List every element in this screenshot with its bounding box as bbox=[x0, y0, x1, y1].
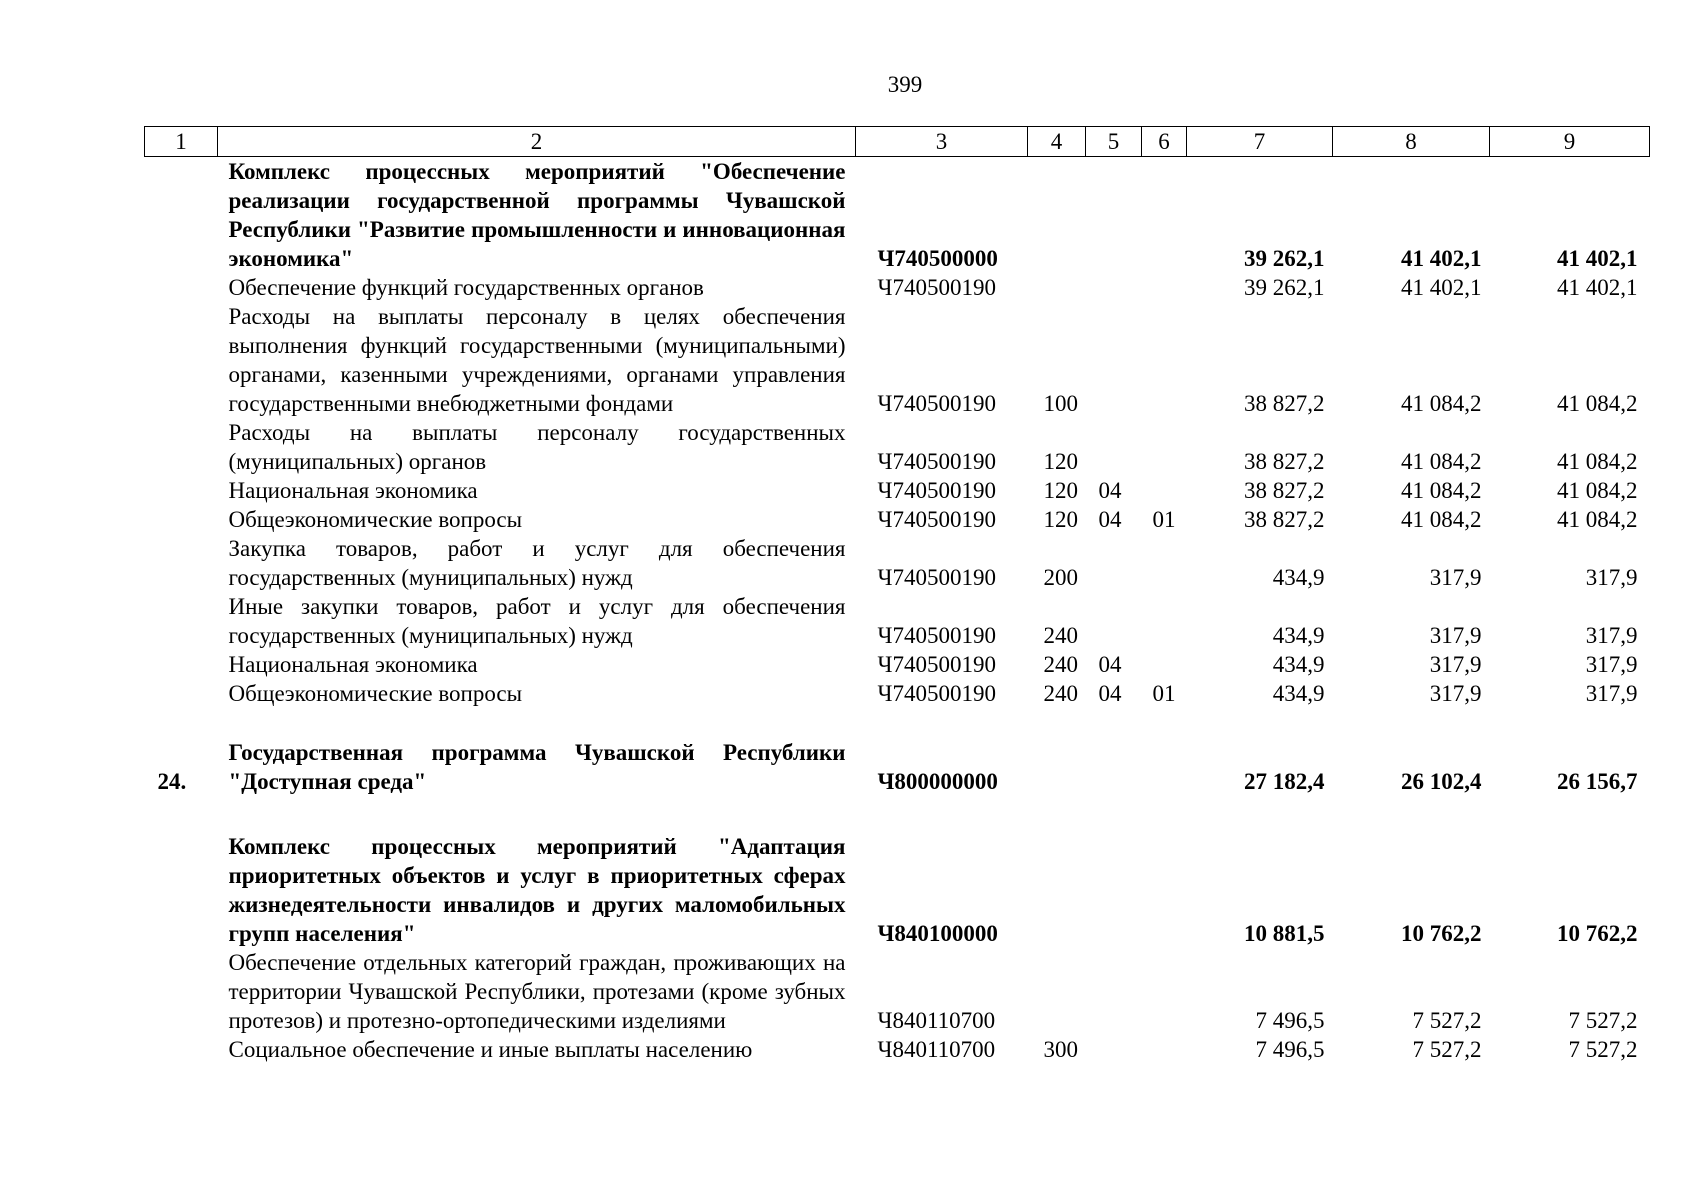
row-target-article: Ч740500190 bbox=[877, 623, 996, 648]
row-amount-col9: 10 762,2 bbox=[1557, 921, 1638, 946]
row-section: 04 bbox=[1098, 507, 1122, 532]
row-name: Национальная экономика bbox=[228, 652, 478, 677]
spacer-row bbox=[145, 708, 1650, 738]
row-number bbox=[145, 418, 218, 476]
table-row bbox=[145, 650, 1650, 679]
spacer-cell bbox=[145, 708, 1650, 738]
row-section bbox=[1086, 418, 1142, 476]
row-amount-col7: 434,9 bbox=[1272, 681, 1325, 706]
table-row bbox=[145, 476, 1650, 505]
row-amount-col8: 41 084,2 bbox=[1401, 449, 1482, 474]
spacer-cell bbox=[145, 796, 1650, 832]
row-amount-col8: 26 102,4 bbox=[1401, 769, 1482, 794]
row-amount-col8: 7 527,2 bbox=[1412, 1008, 1482, 1033]
row-section bbox=[1086, 273, 1142, 302]
table-row bbox=[145, 273, 1650, 302]
row-amount-col7: 38 827,2 bbox=[1244, 391, 1325, 416]
row-number bbox=[145, 505, 218, 534]
row-section bbox=[1086, 534, 1142, 592]
table-row bbox=[145, 679, 1650, 708]
row-subsection: 01 bbox=[1152, 681, 1176, 706]
row-expense-type: 240 bbox=[1043, 652, 1078, 677]
row-section: 04 bbox=[1098, 652, 1122, 677]
row-number bbox=[145, 948, 218, 1035]
row-expense-type bbox=[1028, 948, 1086, 1035]
row-subsection bbox=[1142, 534, 1187, 592]
row-amount-col9: 41 402,1 bbox=[1557, 275, 1638, 300]
row-name: Расходы на выплаты персоналу в целях обеспечения выполнения функций государственными (муниципальными) органами, казенными учреждениями, органами управления государственными внебюджетными фондами bbox=[228, 304, 846, 416]
table-row bbox=[145, 534, 1650, 592]
row-amount-col9: 41 084,2 bbox=[1557, 391, 1638, 416]
row-amount-col9: 317,9 bbox=[1585, 565, 1638, 590]
row-section: 04 bbox=[1098, 478, 1122, 503]
header-col-6: 6 bbox=[1142, 127, 1187, 157]
page-number: 399 bbox=[887, 72, 923, 97]
header-col-1: 1 bbox=[145, 127, 218, 157]
row-amount-col7: 7 496,5 bbox=[1255, 1037, 1325, 1062]
row-name: Обеспечение функций государственных органов bbox=[228, 275, 704, 300]
row-target-article: Ч740500190 bbox=[877, 449, 996, 474]
table-row bbox=[145, 505, 1650, 534]
header-col-9: 9 bbox=[1490, 127, 1650, 157]
row-name: Обеспечение отдельных категорий граждан, проживающих на территории Чувашской Республики, протезами (кроме зубных протезов) и протезно-ортопедическими изделиями bbox=[228, 950, 846, 1033]
row-amount-col7: 27 182,4 bbox=[1244, 769, 1325, 794]
row-amount-col8: 7 527,2 bbox=[1412, 1037, 1482, 1062]
row-subsection bbox=[1142, 157, 1187, 274]
row-name: Комплекс процессных мероприятий "Обеспечение реализации государственной программы Чувашской Республики "Развитие промышленности и инновационная экономика" bbox=[228, 159, 846, 271]
row-subsection bbox=[1142, 650, 1187, 679]
header-col-2: 2 bbox=[218, 127, 856, 157]
row-amount-col7: 10 881,5 bbox=[1244, 921, 1325, 946]
row-name: Закупка товаров, работ и услуг для обеспечения государственных (муниципальных) нужд bbox=[228, 536, 846, 590]
row-amount-col8: 317,9 bbox=[1429, 565, 1482, 590]
row-amount-col8: 41 402,1 bbox=[1401, 246, 1482, 271]
row-amount-col7: 434,9 bbox=[1272, 652, 1325, 677]
row-name: Расходы на выплаты персоналу государственных (муниципальных) органов bbox=[228, 420, 846, 474]
row-name: Общеэкономические вопросы bbox=[228, 507, 523, 532]
row-name: Общеэкономические вопросы bbox=[228, 681, 523, 706]
row-amount-col7: 38 827,2 bbox=[1244, 478, 1325, 503]
row-target-article: Ч740500190 bbox=[877, 507, 996, 532]
row-expense-type bbox=[1028, 273, 1086, 302]
row-name: Государственная программа Чувашской Республики "Доступная среда" bbox=[228, 740, 846, 794]
row-expense-type: 300 bbox=[1043, 1037, 1078, 1062]
row-number: 24. bbox=[157, 769, 187, 794]
spacer-row bbox=[145, 796, 1650, 832]
row-name: Национальная экономика bbox=[228, 478, 478, 503]
row-target-article: Ч840110700 bbox=[877, 1008, 996, 1033]
row-amount-col8: 317,9 bbox=[1429, 681, 1482, 706]
row-amount-col9: 317,9 bbox=[1585, 623, 1638, 648]
row-amount-col8: 10 762,2 bbox=[1401, 921, 1482, 946]
row-target-article: Ч740500190 bbox=[877, 275, 996, 300]
header-col-8: 8 bbox=[1333, 127, 1490, 157]
row-expense-type: 240 bbox=[1043, 681, 1078, 706]
row-amount-col8: 317,9 bbox=[1429, 623, 1482, 648]
row-expense-type: 120 bbox=[1043, 478, 1078, 503]
header-col-5: 5 bbox=[1086, 127, 1142, 157]
row-expense-type: 120 bbox=[1043, 449, 1078, 474]
row-amount-col7: 434,9 bbox=[1272, 623, 1325, 648]
header-row bbox=[145, 127, 1650, 157]
row-expense-type bbox=[1028, 157, 1086, 274]
row-subsection bbox=[1142, 302, 1187, 418]
row-target-article: Ч740500000 bbox=[877, 246, 998, 271]
row-amount-col7: 434,9 bbox=[1272, 565, 1325, 590]
row-amount-col9: 7 527,2 bbox=[1568, 1008, 1638, 1033]
budget-table bbox=[144, 126, 1650, 1064]
row-amount-col7: 7 496,5 bbox=[1255, 1008, 1325, 1033]
row-subsection bbox=[1142, 832, 1187, 948]
table-row bbox=[145, 738, 1650, 796]
row-expense-type: 100 bbox=[1043, 391, 1078, 416]
row-amount-col8: 317,9 bbox=[1429, 652, 1482, 677]
table-row bbox=[145, 302, 1650, 418]
row-amount-col7: 39 262,1 bbox=[1244, 275, 1325, 300]
row-expense-type bbox=[1028, 832, 1086, 948]
row-number bbox=[145, 592, 218, 650]
row-number bbox=[145, 273, 218, 302]
row-target-article: Ч740500190 bbox=[877, 565, 996, 590]
header-col-3: 3 bbox=[856, 127, 1028, 157]
row-subsection bbox=[1142, 476, 1187, 505]
row-expense-type: 240 bbox=[1043, 623, 1078, 648]
row-name: Комплекс процессных мероприятий "Адаптация приоритетных объектов и услуг в приоритетных сферах жизнедеятельности инвалидов и других маломобильных групп населения" bbox=[228, 834, 846, 946]
header-col-4: 4 bbox=[1028, 127, 1086, 157]
row-subsection bbox=[1142, 418, 1187, 476]
row-section bbox=[1086, 948, 1142, 1035]
row-amount-col9: 41 084,2 bbox=[1557, 507, 1638, 532]
row-section bbox=[1086, 302, 1142, 418]
table-row bbox=[145, 418, 1650, 476]
row-target-article: Ч840100000 bbox=[877, 921, 998, 946]
row-subsection bbox=[1142, 273, 1187, 302]
row-name: Иные закупки товаров, работ и услуг для обеспечения государственных (муниципальных) нужд bbox=[228, 594, 846, 648]
row-target-article: Ч740500190 bbox=[877, 478, 996, 503]
row-name: Социальное обеспечение и иные выплаты населению bbox=[228, 1037, 753, 1062]
row-number bbox=[145, 679, 218, 708]
row-section bbox=[1086, 738, 1142, 796]
row-number bbox=[145, 1035, 218, 1064]
row-subsection bbox=[1142, 1035, 1187, 1064]
row-number bbox=[145, 534, 218, 592]
row-section: 04 bbox=[1098, 681, 1122, 706]
row-number bbox=[145, 650, 218, 679]
row-section bbox=[1086, 1035, 1142, 1064]
row-section bbox=[1086, 592, 1142, 650]
row-amount-col9: 7 527,2 bbox=[1568, 1037, 1638, 1062]
row-amount-col9: 317,9 bbox=[1585, 652, 1638, 677]
row-amount-col9: 41 084,2 bbox=[1557, 478, 1638, 503]
row-subsection bbox=[1142, 592, 1187, 650]
row-expense-type: 120 bbox=[1043, 507, 1078, 532]
row-subsection bbox=[1142, 948, 1187, 1035]
row-expense-type bbox=[1028, 738, 1086, 796]
row-number bbox=[145, 832, 218, 948]
row-target-article: Ч840110700 bbox=[877, 1037, 996, 1062]
row-amount-col8: 41 084,2 bbox=[1401, 478, 1482, 503]
table-row bbox=[145, 832, 1650, 948]
row-amount-col9: 41 402,1 bbox=[1557, 246, 1638, 271]
row-section bbox=[1086, 832, 1142, 948]
row-subsection: 01 bbox=[1152, 507, 1176, 532]
row-amount-col9: 317,9 bbox=[1585, 681, 1638, 706]
row-number bbox=[145, 476, 218, 505]
row-amount-col8: 41 084,2 bbox=[1401, 391, 1482, 416]
budget-body bbox=[145, 157, 1650, 1065]
row-target-article: Ч740500190 bbox=[877, 681, 996, 706]
row-amount-col7: 39 262,1 bbox=[1244, 246, 1325, 271]
row-amount-col7: 38 827,2 bbox=[1244, 507, 1325, 532]
row-amount-col9: 41 084,2 bbox=[1557, 449, 1638, 474]
row-target-article: Ч740500190 bbox=[877, 391, 996, 416]
row-amount-col7: 38 827,2 bbox=[1244, 449, 1325, 474]
header-col-7: 7 bbox=[1187, 127, 1333, 157]
table-row bbox=[145, 157, 1650, 274]
table-row bbox=[145, 1035, 1650, 1064]
row-subsection bbox=[1142, 738, 1187, 796]
table-row bbox=[145, 948, 1650, 1035]
row-target-article: Ч800000000 bbox=[877, 769, 998, 794]
row-amount-col8: 41 402,1 bbox=[1401, 275, 1482, 300]
table-row bbox=[145, 592, 1650, 650]
row-target-article: Ч740500190 bbox=[877, 652, 996, 677]
row-number bbox=[145, 157, 218, 274]
row-amount-col8: 41 084,2 bbox=[1401, 507, 1482, 532]
row-amount-col9: 26 156,7 bbox=[1557, 769, 1638, 794]
row-expense-type: 200 bbox=[1043, 565, 1078, 590]
row-number bbox=[145, 302, 218, 418]
row-section bbox=[1086, 157, 1142, 274]
